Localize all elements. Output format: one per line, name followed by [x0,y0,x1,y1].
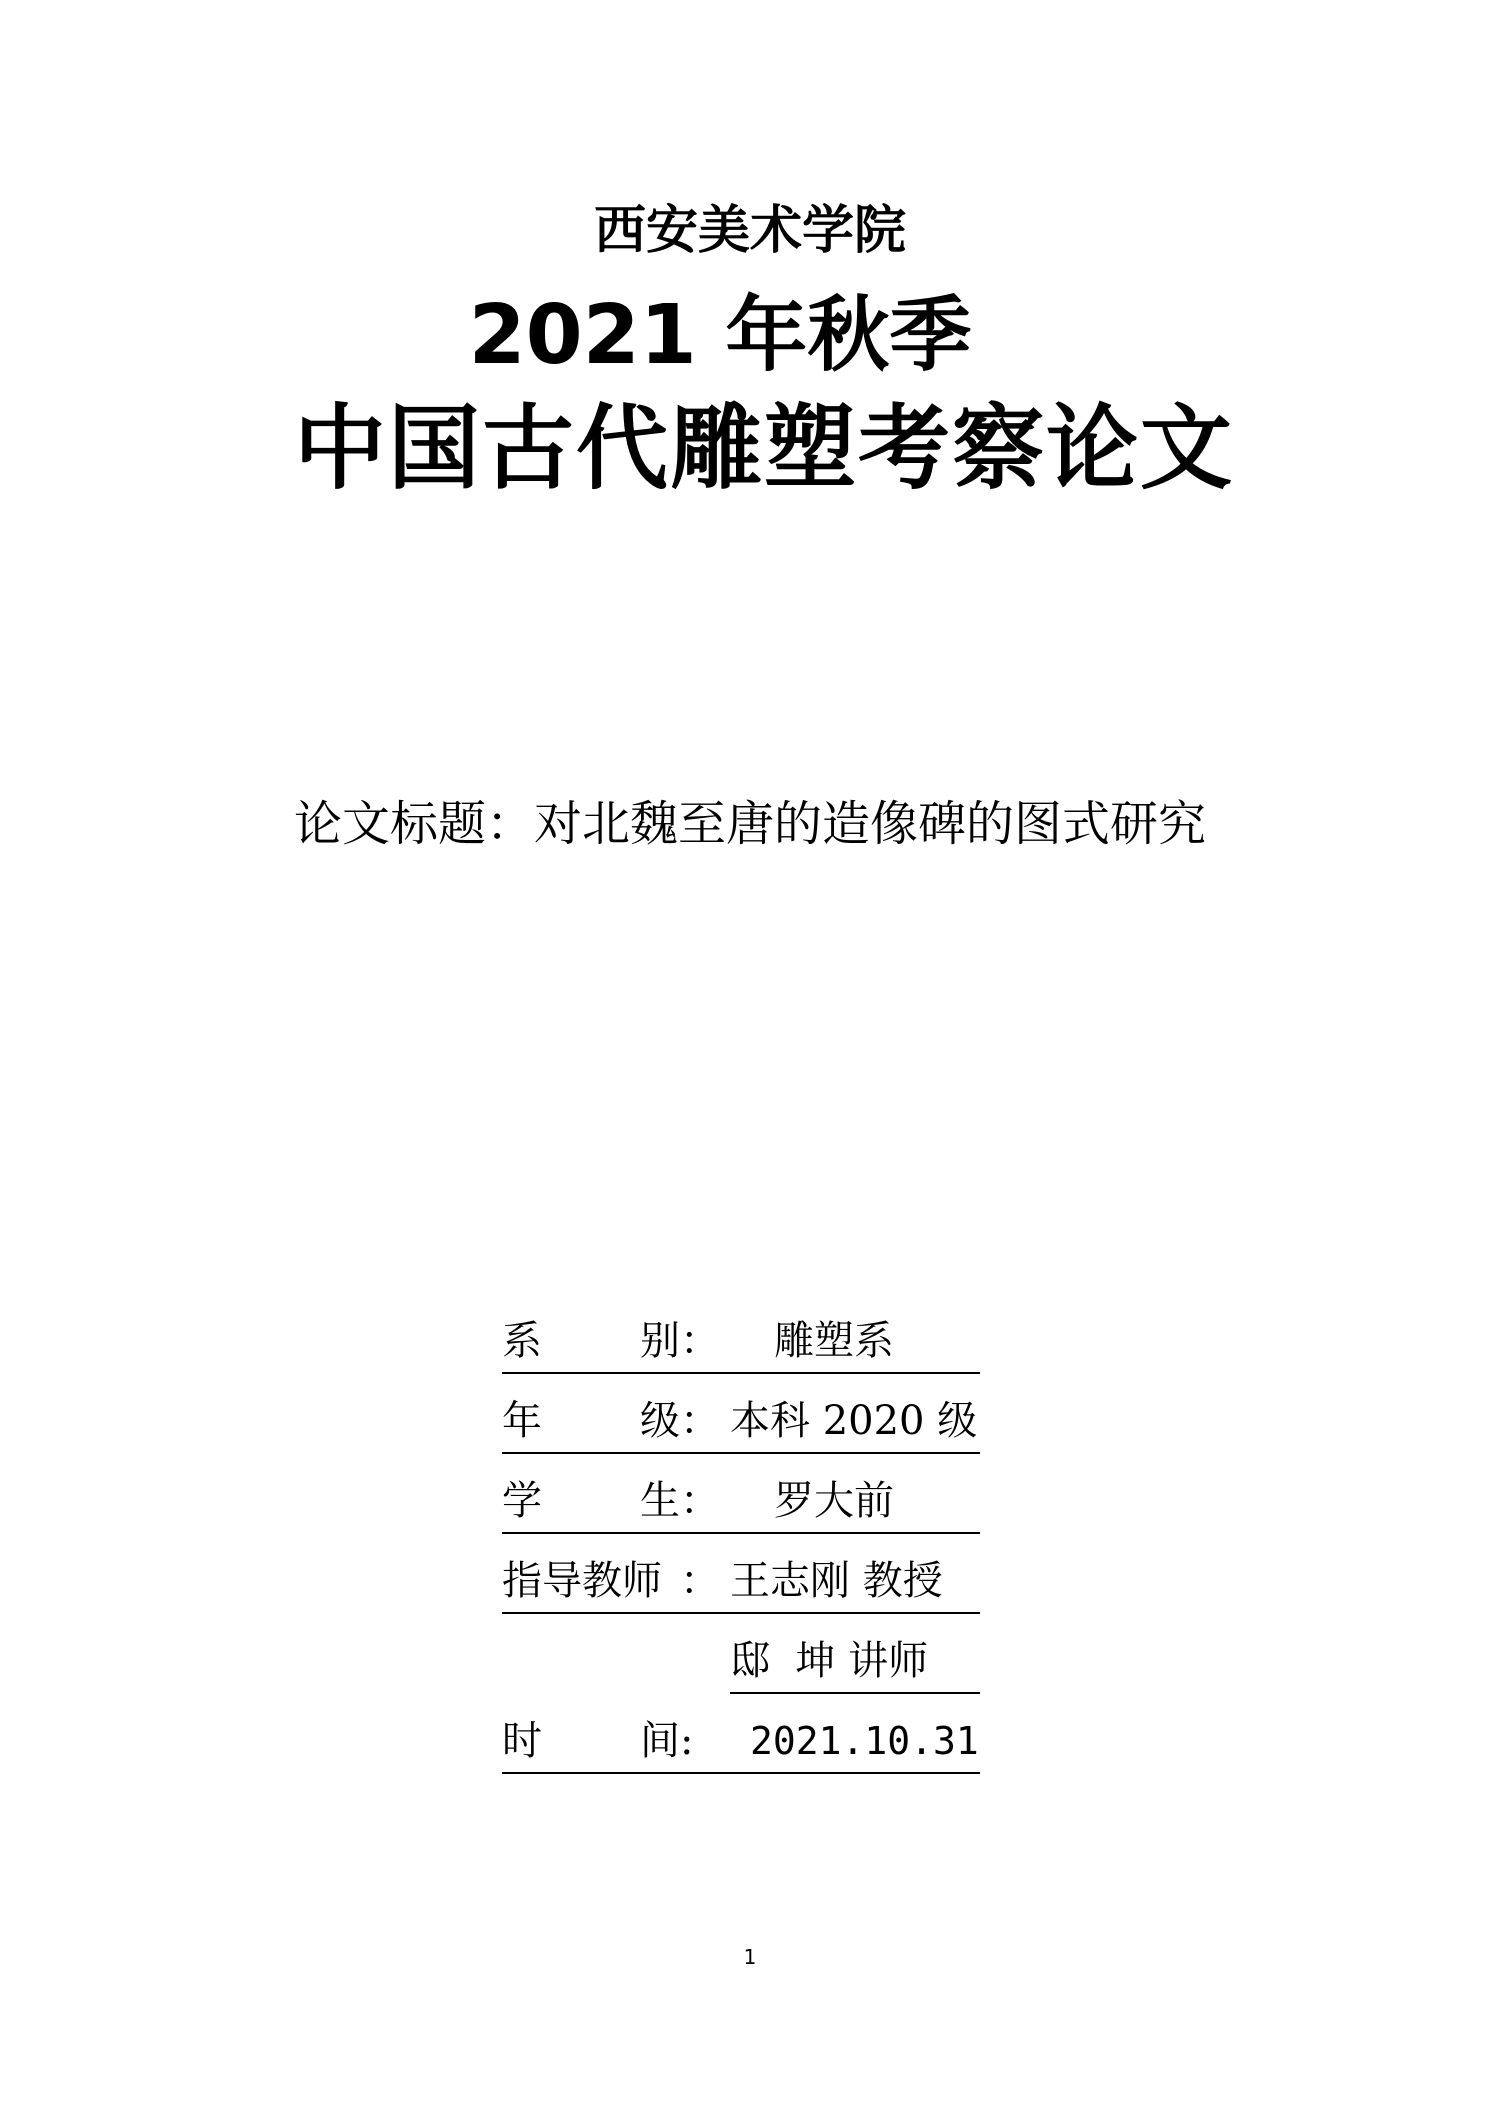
thesis-title: 论文标题：对北魏至唐的造像碑的图式研究 [293,796,1206,852]
date-label-second: 间 [640,1718,680,1764]
student-colon: ： [680,1478,720,1524]
info-row-department [502,1310,980,1374]
date-colon: : [680,1718,694,1764]
page-number: 1 [743,1945,757,1969]
info-row-student [502,1470,980,1534]
school-name: 西安美术学院 [593,201,906,261]
department-value: 雕塑系 [774,1318,894,1364]
grade-colon: ： [680,1398,720,1444]
student-value: 罗大前 [774,1478,894,1524]
department-label-first: 系 [502,1318,542,1364]
info-row-date [502,1710,980,1774]
course-title: 中国古代雕塑考察论文 [293,395,1234,502]
semester-title: 2021 年秋季 [468,288,972,383]
date-label-first: 时 [502,1718,542,1764]
grade-label-first: 年 [502,1398,542,1444]
advisor-label: 指导教师 [502,1558,662,1604]
advisor-second-value: 邸 坤 讲师 [730,1638,929,1684]
student-label-second: 生 [640,1478,680,1524]
grade-label-second: 级 [640,1398,680,1444]
advisor-colon: ： [680,1558,720,1604]
info-row-grade [502,1390,980,1454]
info-row-advisor-second [730,1630,980,1694]
department-label-second: 别 [640,1318,680,1364]
department-colon: ： [680,1318,720,1364]
grade-value: 本科 2020 级 [730,1398,978,1444]
advisor-value: 王志刚 教授 [730,1558,943,1604]
info-row-advisor [502,1550,980,1614]
student-label-first: 学 [502,1478,542,1524]
date-value: 2021.10.31 [750,1719,979,1763]
